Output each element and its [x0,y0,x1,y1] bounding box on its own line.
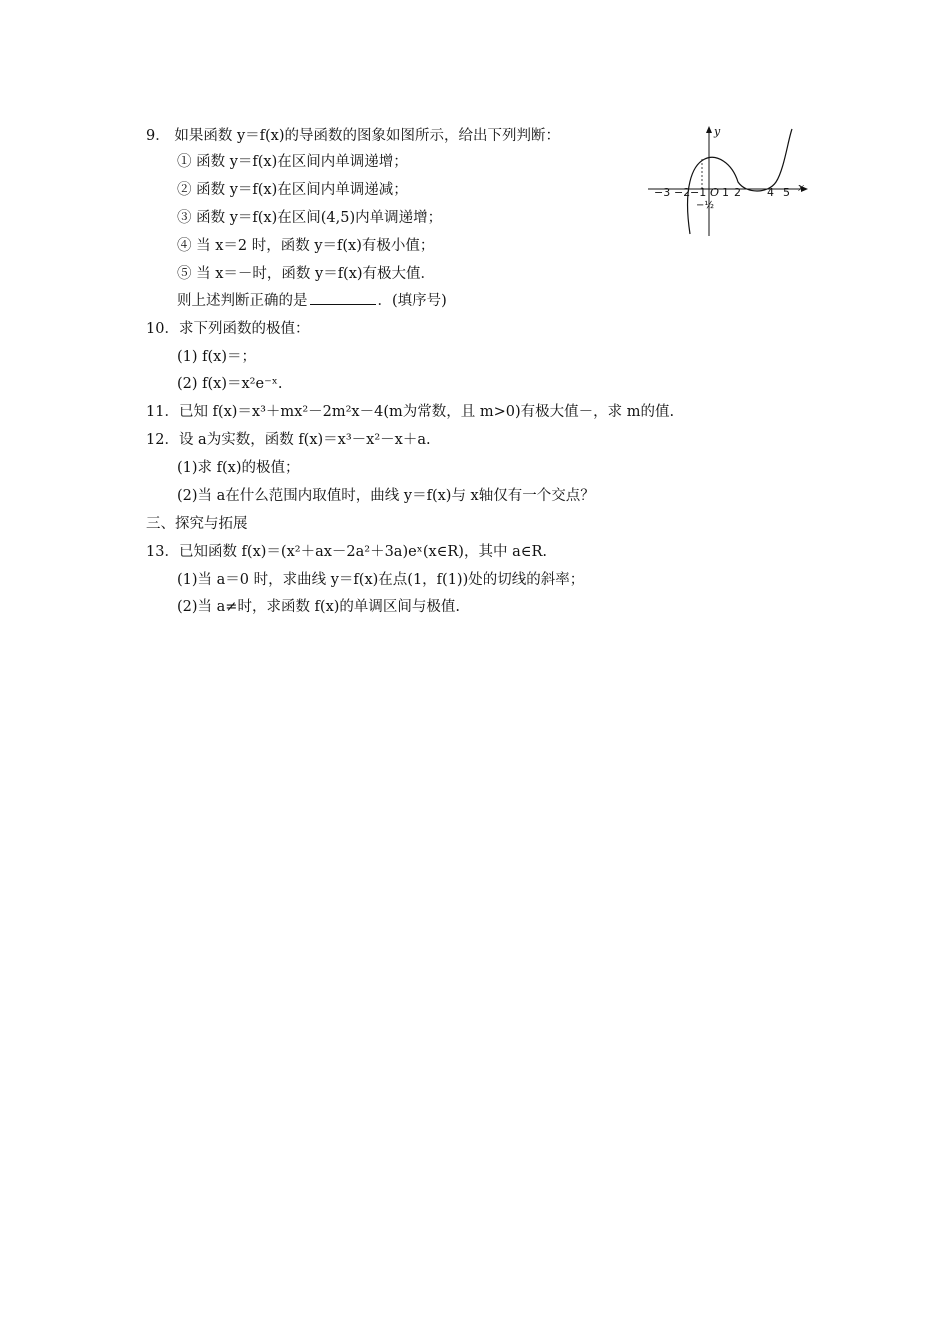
q13-part-2: (2)当 a≠时，求函数 f(x)的单调区间与极值. [177,599,461,615]
q12-stem: 12．设 a为实数，函数 f(x)＝x³－x²－x＋a. [146,432,431,448]
q9-item-3: ③ 函数 y＝f(x)在区间(4,5)内单调递增； [177,210,443,226]
tick-label: 1 [722,186,729,199]
derivative-graph [646,122,812,238]
q9-item-1: ① 函数 y＝f(x)在区间内单调递增； [177,154,408,170]
q10-part-2: (2) f(x)＝x²e⁻ˣ. [177,376,283,392]
tick-label: 5 [783,186,790,199]
tick-label: −3 [654,186,671,199]
tick-label: −1 [690,186,707,199]
q10-stem: 10．求下列函数的极值： [146,321,310,337]
q9-answer-line [177,292,447,310]
x-label: x [798,181,805,194]
q12-part-2: (2)当 a在什么范围内取值时，曲线 y＝f(x)与 x轴仅有一个交点？ [177,488,595,504]
q13-stem: 13．已知函数 f(x)＝(x²＋ax－2a²＋3a)eˣ(x∈R)，其中 a∈R. [146,544,547,560]
q11-stem: 11．已知 f(x)＝x³＋mx²－2m²x－4(m为常数，且 m>0)有极大值－，求 m的值. [146,404,675,420]
q9-answer-suffix: ．(填序号) [377,293,447,309]
origin-label: O [710,186,720,199]
y-axis-arrow [706,126,712,133]
q13-part-1: (1)当 a＝0 时，求曲线 y＝f(x)在点(1，f(1))处的切线的斜率； [177,572,585,588]
q9-item-2: ② 函数 y＝f(x)在区间内单调递减； [177,182,408,198]
section-title: 三、探究与拓展 [146,516,248,532]
q9-item-5: ⑤ 当 x＝－时，函数 y＝f(x)有极大值． [177,266,436,282]
tick-label: 4 [767,186,774,199]
q9-answer-blank[interactable] [310,292,376,305]
derivative-curve [688,129,792,234]
q12-part-1: (1)求 f(x)的极值； [177,460,300,476]
q9-stem: 9． 如果函数 y＝f(x)的导函数的图象如图所示，给出下列判断： [146,128,560,144]
tick-label: −2 [674,186,691,199]
q9-item-4: ④ 当 x＝2 时，函数 y＝f(x)有极小值； [177,238,435,254]
tick-label: 2 [734,186,741,199]
q9-answer-prefix: 则上述判断正确的是 [177,293,308,309]
y-label: y [714,125,721,138]
neg-half-label: −½ [696,200,715,211]
q10-part-1: (1) f(x)＝； [177,349,257,365]
